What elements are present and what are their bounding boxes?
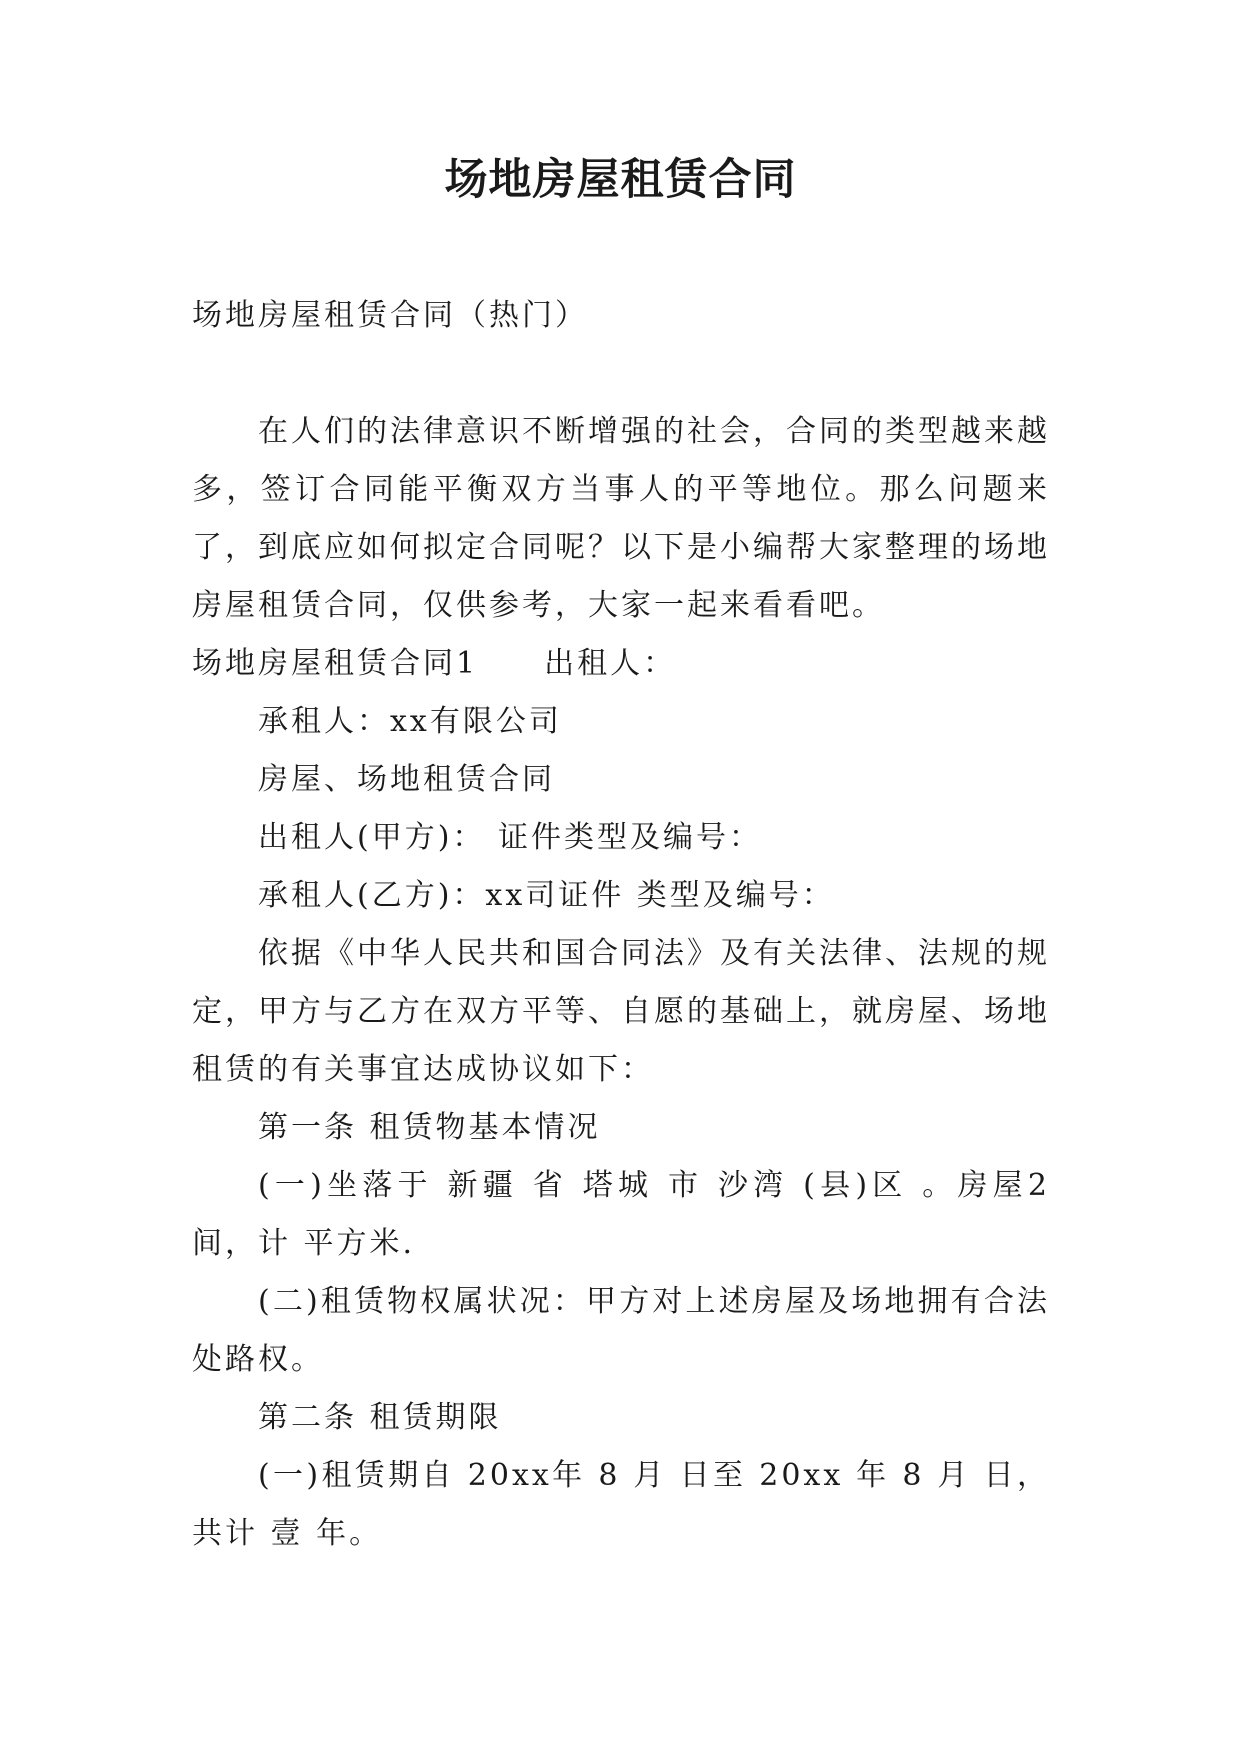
lessor-line: 出租人： — [544, 646, 677, 681]
contract-name: 房屋、场地租赁合同 — [258, 762, 555, 797]
intro-paragraph: 在人们的法律意识不断增强的社会，合同的类型越来越多，签订合同能平衡双方当事人的平等地位。那么问题来了，到底应如何拟定合同呢？以下是小编帮大家整理的场地房屋租赁合同，仅供参考，大家一起来看看吧。 — [192, 414, 1050, 623]
document-title: 场地房屋租赁合同 — [444, 155, 797, 205]
document-body — [192, 287, 1050, 1563]
contract-heading-line — [192, 635, 1050, 693]
contract-heading: 场地房屋租赁合同1 — [192, 646, 479, 681]
party-a-line: 出租人(甲方)： 证件类型及编号： — [258, 820, 762, 855]
basis-paragraph: 依据《中华人民共和国合同法》及有关法律、法规的规定，甲方与乙方在双方平等、自愿的基础上，就房屋、场地租赁的有关事宜达成协议如下： — [192, 936, 1050, 1087]
document-subtitle: 场地房屋租赁合同（热门） — [192, 298, 588, 333]
party-b-line: 承租人(乙方)：xx司证件 类型及编号： — [258, 878, 835, 913]
article1-title: 第一条 租赁物基本情况 — [258, 1110, 601, 1145]
article1-item1: (一)坐落于 新疆 省 塔城 市 沙湾 (县)区 。房屋2间，计 平方米. — [192, 1168, 1050, 1261]
article1-item2: (二)租赁物权属状况：甲方对上述房屋及场地拥有合法处路权。 — [192, 1284, 1050, 1377]
article2-item1: (一)租赁期自 20xx年 8 月 日至 20xx 年 8 月 日，共计 壹 年。 — [192, 1458, 1050, 1551]
lessee-line: 承租人：xx有限公司 — [258, 704, 562, 739]
article2-title: 第二条 租赁期限 — [258, 1400, 502, 1435]
